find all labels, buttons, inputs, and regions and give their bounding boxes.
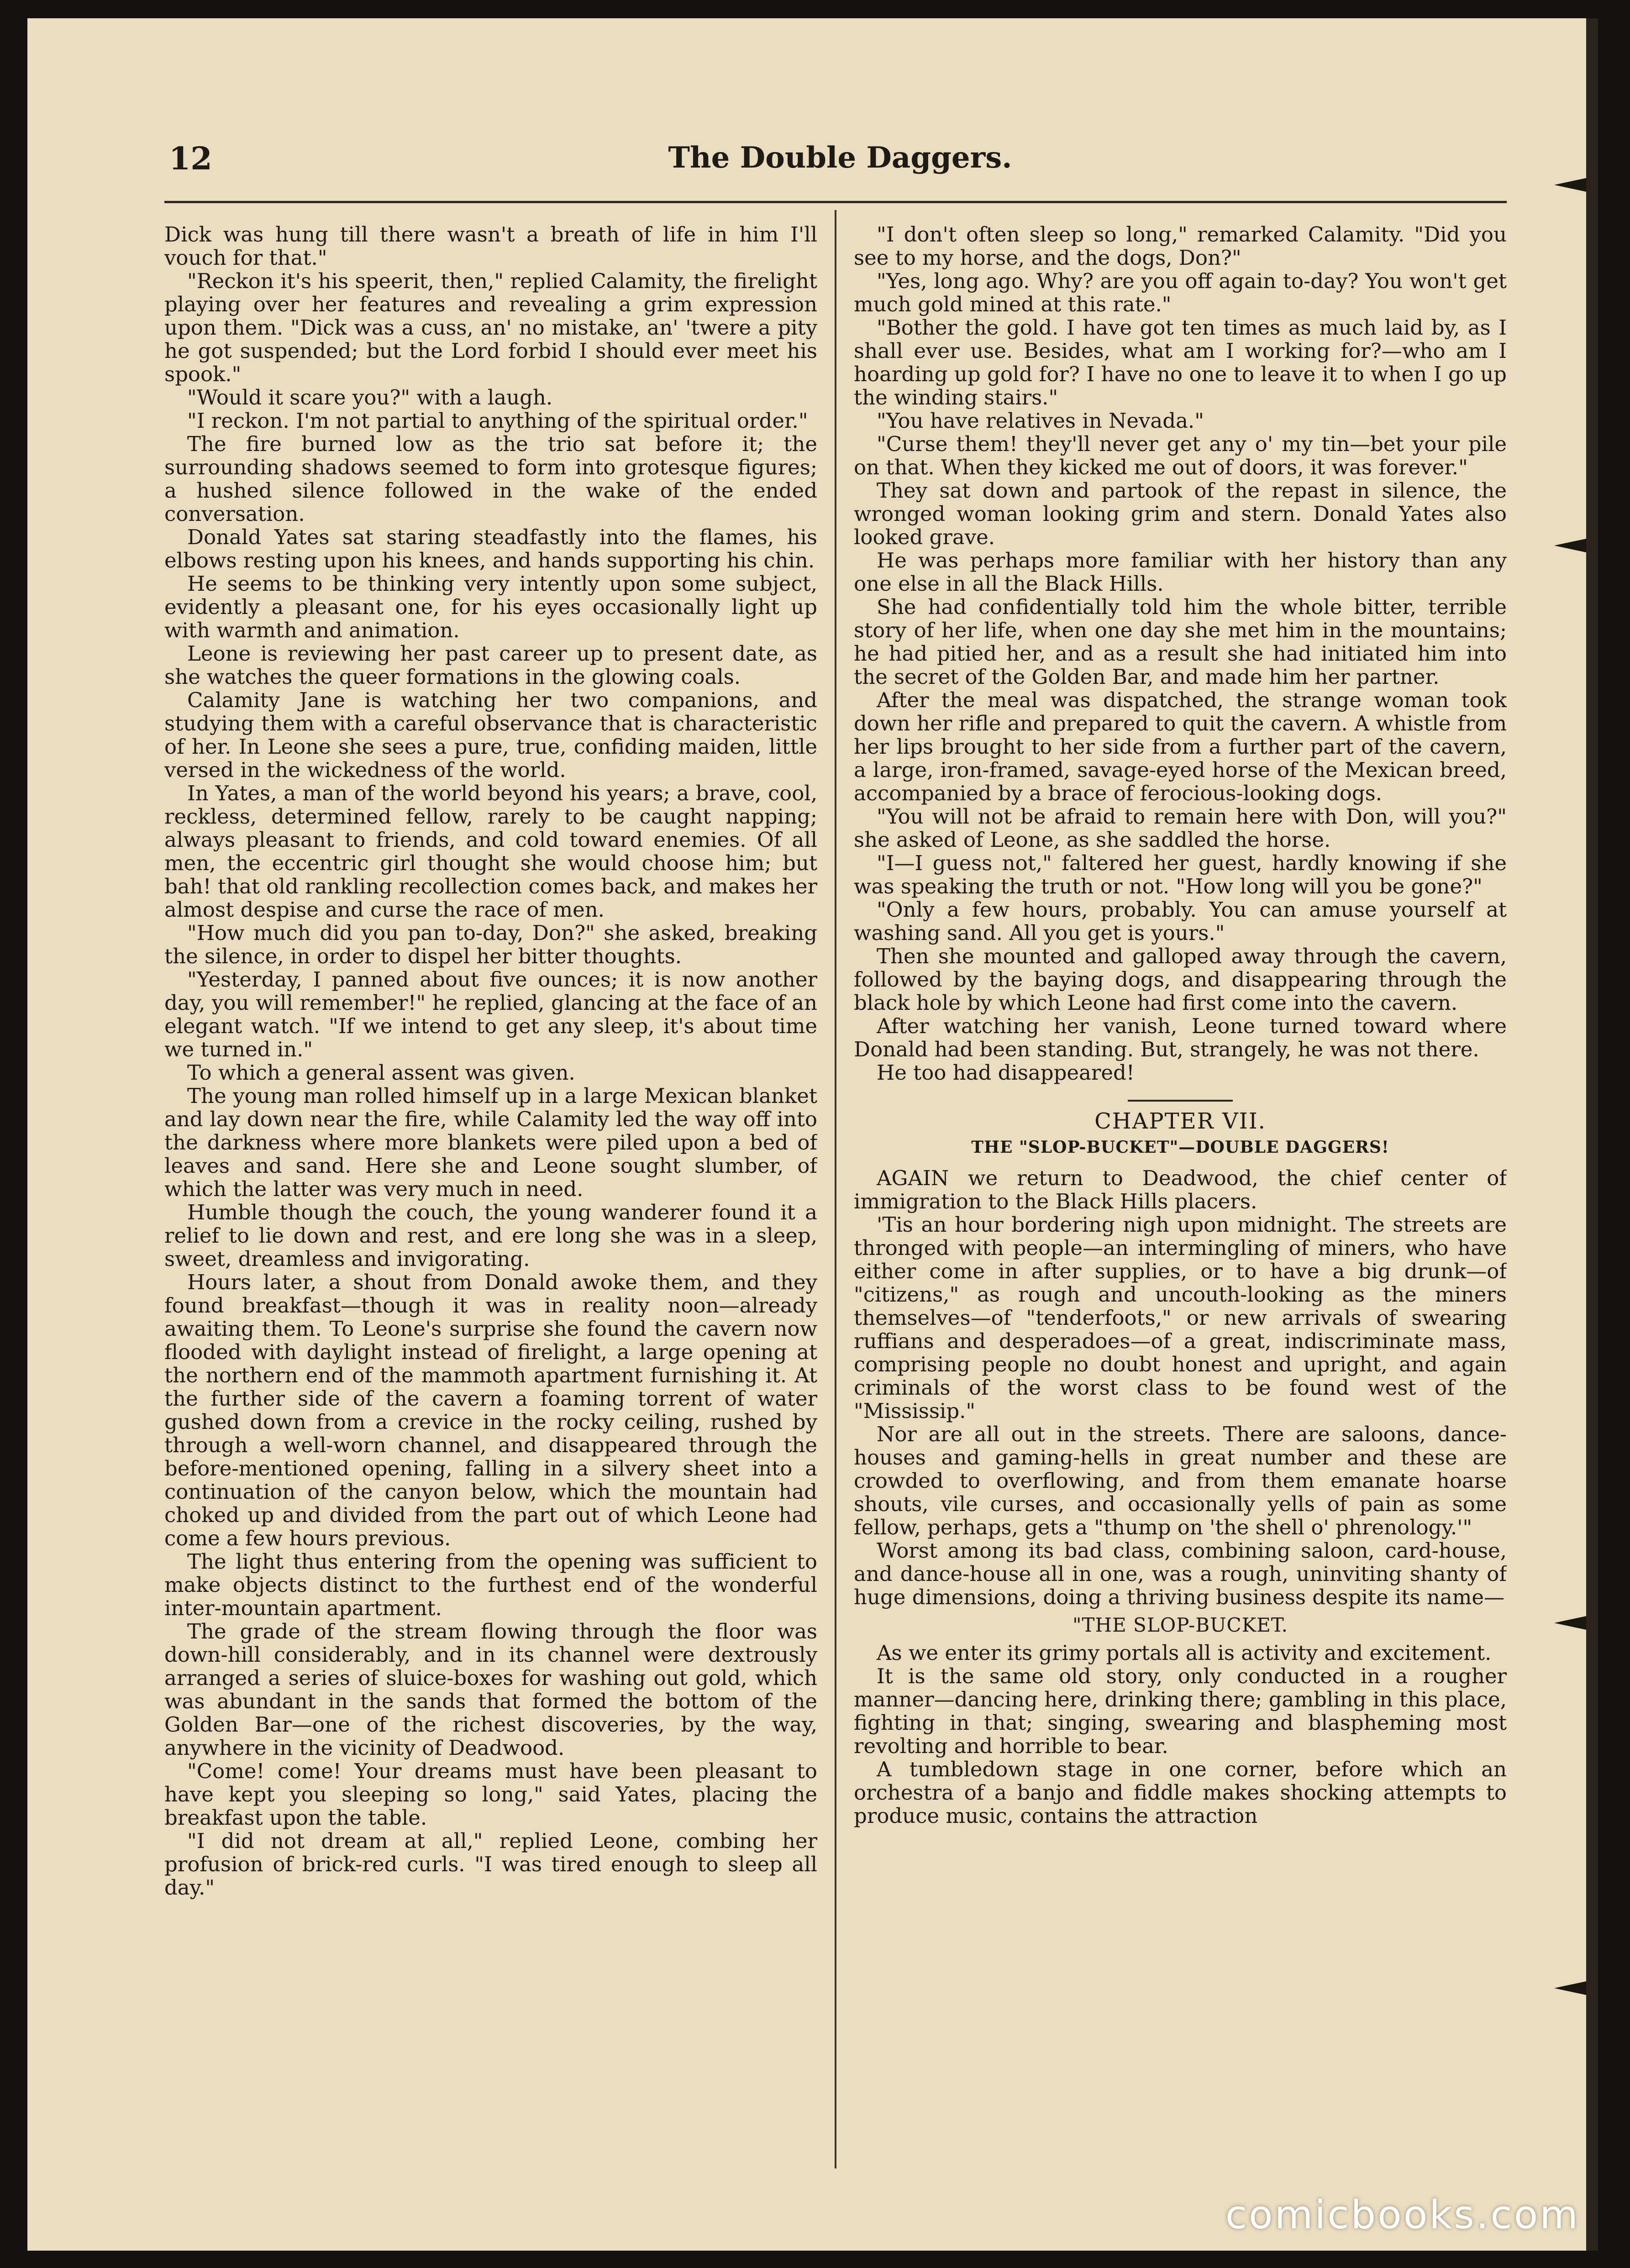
paragraph: "You have relatives in Nevada." — [877, 409, 1204, 433]
paragraph: "I don't often sleep so long," remarked Calamity. "Did you see to my horse, and the dogs, Don?" — [854, 223, 1507, 270]
paragraph: Dick was hung till there wasn't a breath of life in him I'll vouch for that." — [164, 223, 817, 270]
paragraph: "I reckon. I'm not partial to anything of the spiritual order." — [187, 409, 808, 433]
paragraph: In Yates, a man of the world beyond his years; a brave, cool, reckless, determined fellow, rarely to be caught napping; always pleasant to friends, and cold toward enemies. Of all men, the eccentric girl thought she would choose him; but bah! that old rankling recollection comes back, and makes her almost despise and curse the race of men. — [164, 781, 817, 922]
paragraph: He was perhaps more familiar with her history than any one else in all the Black Hills. — [854, 548, 1507, 596]
paragraph: "Yes, long ago. Why? are you off again to-day? You won't get much gold mined at this rate." — [854, 269, 1507, 316]
paragraph: "Yesterday, I panned about five ounces; it is now another day, you will remember!" he replied, glancing at the face of an elegant watch. "If we intend to get any sleep, it's about time we turned in." — [164, 967, 817, 1061]
page-number: 12 — [169, 141, 212, 177]
paragraph: "Curse them! they'll never get any o' my tin—bet your pile on that. When they kicked me out of doors, it was forever." — [854, 432, 1507, 479]
paragraph: Calamity Jane is watching her two companions, and studying them with a careful observance that is characteristic of her. In Leone she sees a pure, true, confiding maiden, little versed in the wickedness of the world. — [164, 688, 817, 782]
paragraph: Nor are all out in the streets. There are saloons, dance-houses and gaming-hells in great number and these are crowded to overflowing, and from them emanate hoarse shouts, vile curses, and occasionally yells of pain as some fellow, perhaps, gets a "thump on 'the shell o' phrenology.'" — [854, 1422, 1507, 1539]
chapter-subtitle: THE "SLOP-BUCKET"—DOUBLE DAGGERS! — [971, 1138, 1389, 1157]
site-watermark: comicbooks.com — [1225, 2192, 1580, 2238]
paragraph: He seems to be thinking very intently upon some subject, evidently a pleasant one, for his eyes occasionally light up with warmth and animation. — [164, 572, 817, 642]
paragraph: "How much did you pan to-day, Don?" she asked, breaking the silence, in order to dispel her bitter thoughts. — [164, 921, 817, 968]
header-rule — [164, 201, 1507, 203]
paragraph: Then she mounted and galloped away through the cavern, followed by the baying dogs, and disappearing through the black hole by which Leone had first come into the cavern. — [854, 944, 1507, 1015]
paragraph: A tumbledown stage in one corner, before which an orchestra of a banjo and fiddle makes shocking attempts to produce music, contains the attraction — [854, 1757, 1507, 1828]
binding-tear-mark — [1554, 539, 1586, 552]
chapter-rule — [1128, 1100, 1233, 1102]
paragraph: "You will not be afraid to remain here with Don, will you?" she asked of Leone, as she saddled the horse. — [854, 804, 1507, 852]
left-column — [164, 223, 817, 2186]
paragraph: "I did not dream at all," replied Leone, combing her profusion of brick-red curls. "I was tired enough to sleep all day." — [164, 1829, 817, 1900]
binding-tear-mark — [1554, 178, 1586, 192]
right-column — [854, 223, 1507, 2186]
paragraph: The light thus entering from the opening was sufficient to make objects distinct to the furthest end of the wonderful inter-mountain apartment. — [164, 1549, 817, 1620]
paragraph: To which a general assent was given. — [187, 1060, 575, 1085]
paragraph: "Would it scare you?" with a laugh. — [187, 385, 553, 410]
paragraph: The fire burned low as the trio sat before it; the surrounding shadows seemed to form into grotesque figures; a hushed silence followed in the wake of the ended conversation. — [164, 432, 817, 526]
paragraph: After watching her vanish, Leone turned toward where Donald had been standing. But, strangely, he was not there. — [854, 1014, 1507, 1061]
right-column-top-text — [854, 223, 1507, 1084]
paragraph: "I—I guess not," faltered her guest, hardly knowing if she was speaking the truth or not. "How long will you be gone?" — [854, 851, 1507, 898]
paragraph: 'Tis an hour bordering nigh upon midnight. The streets are thronged with people—an intermingling of miners, who have either come in after supplies, or to have a big drunk—of "citizens," as rough and uncouth-looking as the miners themselves—of "tenderfoots," or new arrivals of swearing ruffians and desperadoes—of a great, indiscriminate mass, comprising people no doubt honest and upright, and again criminals of the worst class to be found west of the "Mississip." — [854, 1213, 1507, 1423]
paragraph: It is the same old story, only conducted in a rougher manner—dancing here, drinking there; gambling in this place, fighting in that; singing, swearing and blaspheming most revolting and horrible to bear. — [854, 1664, 1507, 1758]
paragraph: "Reckon it's his speerit, then," replied Calamity, the firelight playing over her features and revealing a grim expression upon them. "Dick was a cuss, an' no mistake, an' 'twere a pity he got suspended; but the Lord forbid I should ever meet his spook." — [164, 269, 817, 386]
paragraph: "Come! come! Your dreams must have been pleasant to have kept you sleeping so long," said Yates, placing the breakfast upon the table. — [164, 1759, 817, 1830]
paragraph: AGAIN we return to Deadwood, the chief center of immigration to the Black Hills placers. — [854, 1166, 1507, 1213]
chapter-text — [854, 1166, 1507, 1609]
paragraph: He too had disappeared! — [877, 1060, 1135, 1085]
paragraph: The grade of the stream flowing through the floor was down-hill considerably, and in its channel were dextrously arranged a series of sluice-boxes for washing out gold, which was abundant in the sands that formed the bottom of the Golden Bar—one of the richest discoveries, by the way, anywhere in the vicinity of Deadwood. — [164, 1619, 817, 1760]
paragraph: Donald Yates sat staring steadfastly into the flames, his elbows resting upon his knees, and hands supporting his chin. — [164, 525, 817, 572]
column-divider — [835, 210, 836, 2168]
chapter-title: CHAPTER VII. — [1094, 1108, 1266, 1134]
paragraph: They sat down and partook of the repast in silence, the wronged woman looking grim and stern. Donald Yates also looked grave. — [854, 478, 1507, 549]
paragraph: As we enter its grimy portals all is activity and excitement. — [877, 1641, 1492, 1665]
chapter-text-continued — [854, 1641, 1507, 1827]
binding-tear-mark — [1554, 1616, 1586, 1630]
binding-tear-mark — [1554, 1981, 1586, 1995]
paragraph: Worst among its bad class, combining saloon, card-house, and dance-house all in one, was a rough, uninviting shanty of huge dimensions, doing a thriving business despite its name— — [854, 1538, 1507, 1609]
paragraph: She had confidentially told him the whole bitter, terrible story of her life, when one day she met him in the mountains; he had pitied her, and as a result she had initiated him into the secret of the Golden Bar, and made him her partner. — [854, 595, 1507, 689]
slop-bucket-sign-title: "THE SLOP-BUCKET. — [1073, 1614, 1288, 1636]
page-header — [169, 141, 1511, 195]
paragraph: Hours later, a shout from Donald awoke them, and they found breakfast—though it was in reality noon—already awaiting them. To Leone's surprise she found the cavern now flooded with daylight instead of firelight, a large opening at the northern end of the mammoth apartment furnishing it. At the further side of the cavern a foaming torrent of water gushed down from a crevice in the rocky ceiling, rushed by through a well-worn channel, and disappeared through the before-mentioned opening, falling in a silvery sheet into a continuation of the canyon below, which the mountain had choked up and divided from the part out of which Leone had come a few hours previous. — [164, 1270, 817, 1550]
paragraph: "Only a few hours, probably. You can amuse yourself at washing sand. All you get is yours." — [854, 898, 1507, 945]
paragraph: After the meal was dispatched, the strange woman took down her rifle and prepared to quit the cavern. A whistle from her lips brought to her side from a further part of the cavern, a large, iron-framed, savage-eyed horse of the Mexican breed, accompanied by a brace of ferocious-looking dogs. — [854, 688, 1507, 805]
paragraph: Leone is reviewing her past career up to present date, as she watches the queer formations in the glowing coals. — [164, 641, 817, 689]
newspaper-page — [27, 18, 1598, 2251]
paragraph: The young man rolled himself up in a large Mexican blanket and lay down near the fire, while Calamity led the way off into the darkness where more blankets were piled upon a bed of leaves and sand. Here she and Leone sought slumber, of which the latter was very much in need. — [164, 1084, 817, 1201]
running-title: The Double Daggers. — [668, 141, 1012, 175]
paragraph: Humble though the couch, the young wanderer found it a relief to lie down and rest, and ere long she was in a sleep, sweet, dreamless and invigorating. — [164, 1200, 817, 1271]
paragraph: "Bother the gold. I have got ten times as much laid by, as I shall ever use. Besides, what am I working for?—who am I hoarding up gold for? I have no one to leave it to when I go up the winding stairs." — [854, 315, 1507, 410]
